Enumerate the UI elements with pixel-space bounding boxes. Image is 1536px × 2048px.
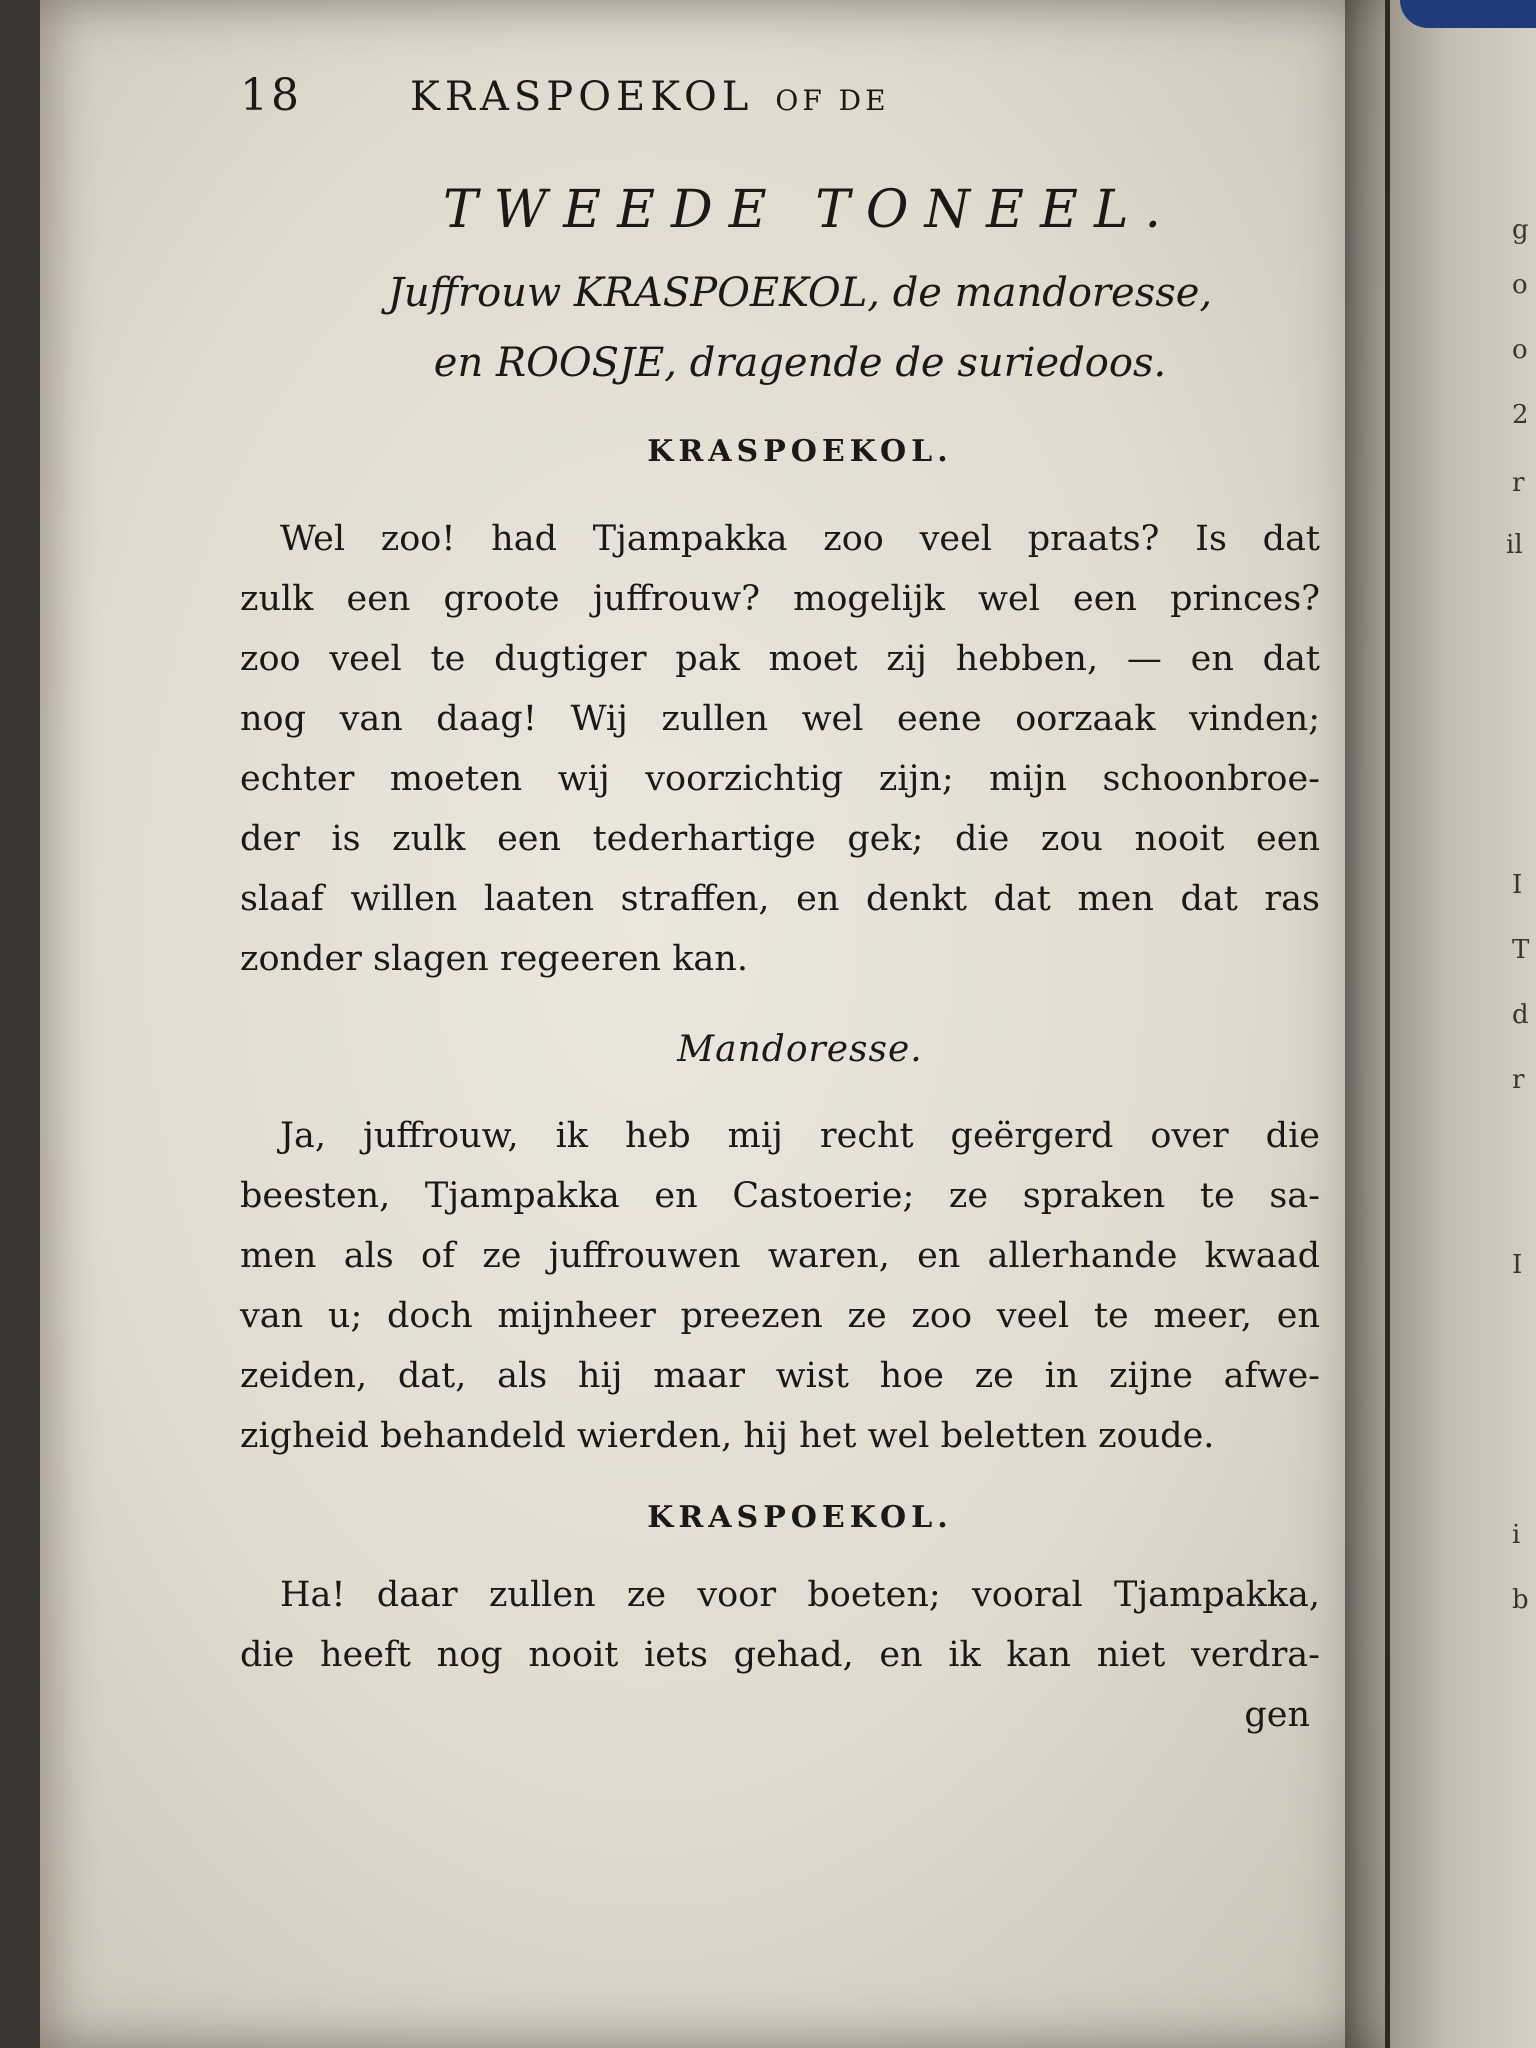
text-line: zoo veel te dugtiger pak moet zij hebben, — en dat [240,639,1320,679]
text-line: nog van daag! Wij zullen wel eene oorzaak vinden; [240,699,1320,739]
speech-block [240,1565,1320,1685]
adjacent-glyph: I [1512,870,1523,900]
adjacent-glyph: 2 [1512,400,1529,430]
speaker-name: KRASPOEKOL. [647,434,953,469]
page-text [240,70,1320,1735]
text-line: zonder slagen regeeren kan. [240,939,748,979]
catchword: gen [1244,1695,1310,1735]
adjacent-glyph: d [1512,1000,1529,1030]
scene-title: TWEEDE TONEEL. [442,180,1178,240]
adjacent-glyph: b [1512,1585,1529,1615]
running-head [240,70,1320,140]
adjacent-page-edge [1390,0,1536,2048]
text-line: Wel zoo! had Tjampakka zoo veel praats? Is dat [280,519,1320,559]
text-line: der is zulk een tederhartige gek; die zou nooit een [240,819,1320,859]
speech-block [240,509,1320,989]
text-line: men als of ze juffrouwen waren, en allerhande kwaad [240,1236,1320,1276]
adjacent-glyph: r [1512,468,1525,498]
text-line: die heeft nog nooit iets gehad, en ik kan niet verdra- [240,1635,1320,1675]
book-page [40,0,1385,2048]
text-line: zulk een groote juffrouw? mogelijk wel een princes? [240,579,1320,619]
blue-cover-corner [1400,0,1536,28]
speaker-name: Mandoresse. [677,1029,923,1070]
running-head-suffix: OF DE [775,84,890,117]
adjacent-glyph: g [1512,215,1529,245]
speaker-name: KRASPOEKOL. [647,1500,953,1535]
text-line: slaaf willen laaten straffen, en denkt dat men dat ras [240,879,1320,919]
text-line: echter moeten wij voorzichtig zijn; mijn schoonbroe- [240,759,1320,799]
text-line: beesten, Tjampakka en Castoerie; ze spraken te sa- [240,1176,1320,1216]
spine-shadow [1345,0,1385,2048]
adjacent-glyph: il [1506,530,1523,560]
running-head-title: KRASPOEKOL [410,74,754,120]
stage-direction-line: en ROOSJE, dragende de suriedoos. [433,340,1167,386]
adjacent-glyph: T [1512,935,1530,965]
text-line: van u; doch mijnheer preezen ze zoo veel te meer, en [240,1296,1320,1336]
text-line: zeiden, dat, als hij maar wist hoe ze in zijne afwe- [240,1356,1320,1396]
stage-direction-line: Juffrouw KRASPOEKOL, de mandoresse, [387,270,1213,316]
text-line: Ha! daar zullen ze voor boeten; vooral Tjampakka, [280,1575,1320,1615]
text-line: zigheid behandeld wierden, hij het wel beletten zoude. [240,1416,1215,1456]
adjacent-glyph: o [1512,335,1528,365]
page-number: 18 [240,70,302,121]
stage-direction [280,258,1320,398]
speech-block [240,1106,1320,1466]
text-line: Ja, juffrouw, ik heb mij recht geërgerd over die [280,1116,1320,1156]
adjacent-glyph: I [1512,1250,1523,1280]
adjacent-glyph: r [1512,1065,1525,1095]
adjacent-glyph: o [1512,270,1528,300]
adjacent-glyph: i [1512,1520,1521,1550]
